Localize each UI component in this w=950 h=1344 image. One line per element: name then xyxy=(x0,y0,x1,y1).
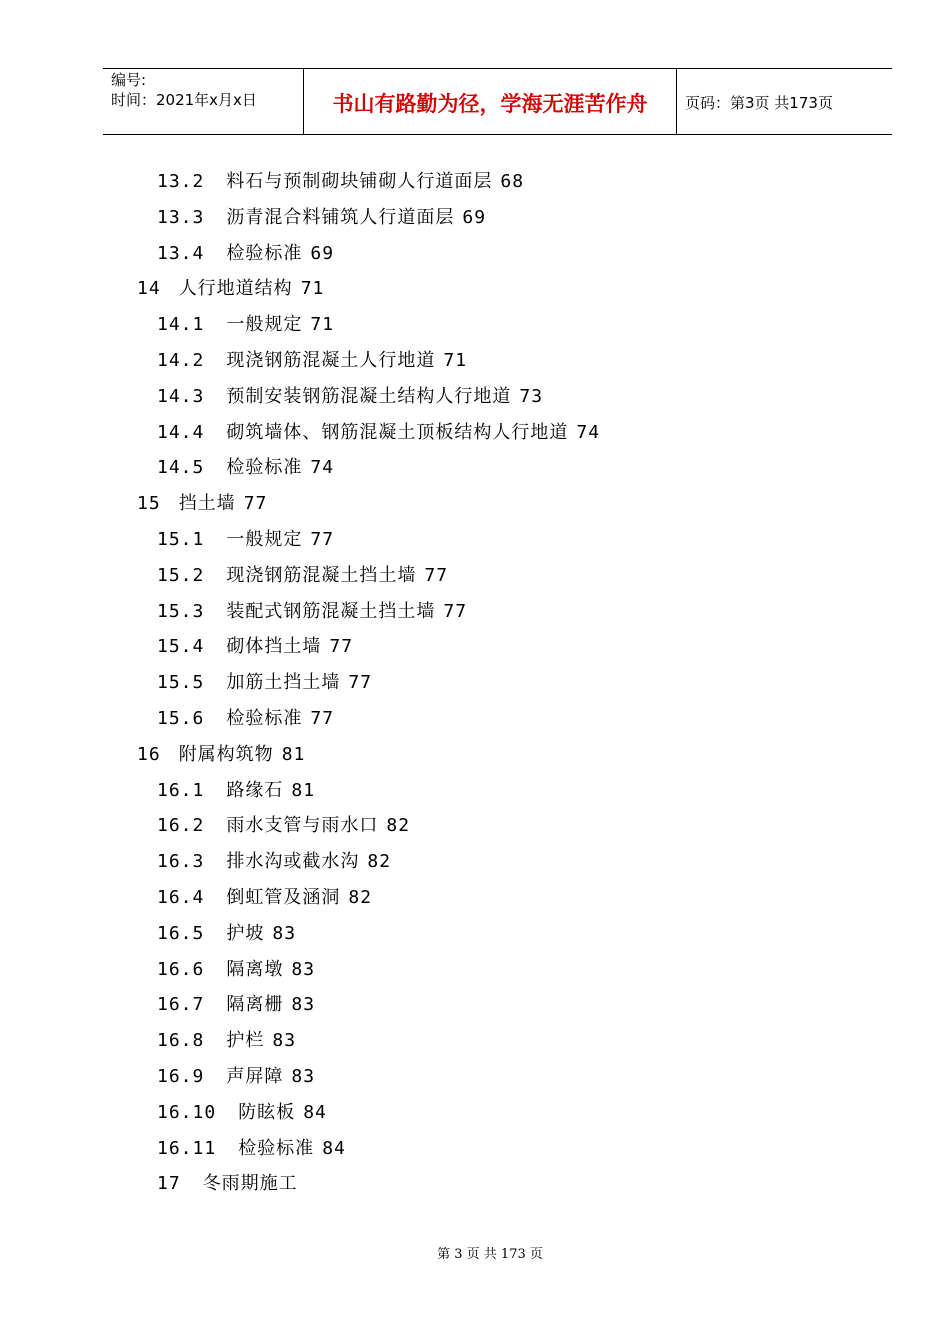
toc-entry-page: 82 xyxy=(348,887,373,908)
toc-entry-title: 装配式钢筋混凝土挡土墙 xyxy=(226,600,436,622)
toc-entry[interactable] xyxy=(157,164,524,200)
header-motto-cell xyxy=(304,69,677,134)
toc-entry-title: 现浇钢筋混凝土挡土墙 xyxy=(226,564,417,586)
toc-entry-title: 检验标准 xyxy=(226,708,303,729)
toc-entry-page: 77 xyxy=(310,708,335,729)
toc-entry-page: 69 xyxy=(462,206,487,228)
toc-entry-title: 现浇钢筋混凝土人行地道 xyxy=(226,350,436,371)
toc-entry-number: 16.11 xyxy=(157,1137,217,1159)
toc-entry-page: 68 xyxy=(500,171,525,192)
toc-entry-number: 17 xyxy=(157,1173,181,1195)
toc-entry[interactable] xyxy=(137,271,324,307)
toc-entry[interactable] xyxy=(157,773,315,809)
toc-entry-number: 14.1 xyxy=(157,314,205,336)
toc-entry[interactable] xyxy=(157,1023,296,1059)
toc-entry-page: 74 xyxy=(576,421,601,443)
toc-entry-page: 71 xyxy=(300,278,325,300)
toc-entry-number: 15.4 xyxy=(157,636,205,658)
toc-entry-title: 护坡 xyxy=(226,922,265,944)
toc-entry-page: 82 xyxy=(386,815,411,837)
toc-entry-number: 15.5 xyxy=(157,672,205,694)
toc-entry-title: 一般规定 xyxy=(226,529,303,550)
toc-entry-title: 冬雨期施工 xyxy=(202,1173,298,1195)
toc-entry-title: 砌体挡土墙 xyxy=(226,636,322,658)
toc-entry-page: 83 xyxy=(291,994,316,1016)
toc-entry-title: 检验标准 xyxy=(226,457,303,479)
toc-entry-number: 13.2 xyxy=(157,171,205,192)
toc-entry-number: 16.10 xyxy=(157,1101,217,1123)
toc-entry[interactable] xyxy=(157,1095,327,1131)
toc-entry[interactable] xyxy=(157,307,334,343)
toc-entry[interactable] xyxy=(157,665,372,701)
toc-entry-page: 71 xyxy=(310,314,335,336)
toc-entry-page: 77 xyxy=(443,600,468,622)
toc-entry-number: 14.2 xyxy=(157,350,205,371)
toc-entry-number: 16.3 xyxy=(157,851,205,873)
toc-entry-title: 护栏 xyxy=(226,1030,265,1052)
toc-entry-page: 81 xyxy=(281,743,306,765)
toc-entry-title: 排水沟或截水沟 xyxy=(226,851,360,873)
toc-entry-title: 防眩板 xyxy=(238,1101,296,1123)
toc-entry-number: 16.9 xyxy=(157,1066,205,1087)
toc-entry-number: 15.2 xyxy=(157,564,205,586)
toc-entry[interactable] xyxy=(157,701,334,737)
page-header xyxy=(103,68,892,135)
toc-entry-title: 加筋土挡土墙 xyxy=(226,672,341,694)
toc-entry[interactable] xyxy=(157,379,543,415)
toc-entry[interactable] xyxy=(157,236,334,272)
header-left-cell xyxy=(103,69,304,134)
toc-entry-number: 15.6 xyxy=(157,708,205,729)
toc-entry-number: 15 xyxy=(137,493,161,515)
toc-entry[interactable] xyxy=(157,987,315,1023)
toc-entry-page: 84 xyxy=(303,1101,327,1123)
code-label: 编号: xyxy=(111,71,147,89)
toc-entry[interactable] xyxy=(157,916,296,952)
toc-entry-page: 83 xyxy=(291,1066,316,1087)
toc-entry[interactable] xyxy=(137,486,267,522)
toc-entry-page: 82 xyxy=(367,851,392,873)
header-right-cell xyxy=(677,69,892,134)
toc-entry-number: 16.5 xyxy=(157,922,205,944)
toc-entry[interactable] xyxy=(157,558,448,594)
page-footer: 第 3 页 共 173 页 xyxy=(437,1247,543,1262)
toc-entry-number: 13.4 xyxy=(157,242,205,264)
toc-entry-page: 69 xyxy=(310,242,335,264)
toc-entry-title: 挡土墙 xyxy=(178,493,236,515)
toc-entry-number: 15.1 xyxy=(157,529,205,550)
toc-entry-title: 检验标准 xyxy=(238,1137,315,1159)
toc-entry[interactable] xyxy=(137,737,305,773)
toc-entry-title: 路缘石 xyxy=(226,779,284,801)
toc-entry-number: 14.3 xyxy=(157,385,205,407)
toc-entry-number: 16 xyxy=(137,743,161,765)
toc-entry-title: 人行地道结构 xyxy=(178,278,293,300)
toc-entry-number: 13.3 xyxy=(157,206,205,228)
page-label: 页码：第3页 共173页 xyxy=(685,94,833,112)
toc-entry-number: 15.3 xyxy=(157,600,205,622)
toc-entry-page: 81 xyxy=(291,779,316,801)
toc-entry-number: 14 xyxy=(137,278,161,300)
toc-entry[interactable] xyxy=(157,629,353,665)
toc-entry[interactable] xyxy=(157,343,467,379)
toc-entry-title: 附属构筑物 xyxy=(178,743,274,765)
toc-entry-page: 74 xyxy=(310,457,335,479)
toc-entry-number: 14.4 xyxy=(157,421,205,443)
toc-entry[interactable] xyxy=(157,200,486,236)
toc-entry[interactable] xyxy=(157,808,410,844)
toc-entry[interactable] xyxy=(157,415,600,451)
toc-entry-number: 14.5 xyxy=(157,457,205,479)
toc-entry-page: 83 xyxy=(291,958,316,980)
toc-entry-page: 77 xyxy=(310,529,335,550)
toc-entry-page: 73 xyxy=(519,385,544,407)
toc-entry-number: 16.6 xyxy=(157,958,205,980)
toc-entry-title: 料石与预制砌块铺砌人行道面层 xyxy=(226,171,493,192)
toc-entry-page: 77 xyxy=(243,493,268,515)
date-label: 时间：2021年x月x日 xyxy=(111,91,257,109)
toc-entry-number: 16.2 xyxy=(157,815,205,837)
toc-entry[interactable] xyxy=(157,1166,306,1202)
toc-entry-page: 83 xyxy=(272,1030,297,1052)
toc-entry-page: 77 xyxy=(424,564,449,586)
toc-entry-number: 16.1 xyxy=(157,779,205,801)
toc-entry-page: 84 xyxy=(322,1137,346,1159)
toc-entry-title: 预制安装钢筋混凝土结构人行地道 xyxy=(226,385,512,407)
toc-entry[interactable] xyxy=(157,594,467,630)
toc-entry-page: 77 xyxy=(348,672,373,694)
toc-entry-title: 声屏障 xyxy=(226,1066,284,1087)
toc-entry-number: 16.8 xyxy=(157,1030,205,1052)
toc-entry[interactable] xyxy=(157,1059,315,1095)
toc-entry[interactable] xyxy=(157,450,334,486)
toc-entry-page: 71 xyxy=(443,350,468,371)
toc-entry-title: 砌筑墙体、钢筋混凝土顶板结构人行地道 xyxy=(226,421,569,443)
toc-entry[interactable] xyxy=(157,522,334,558)
motto: 书山有路勤为径，学海无涯苦作舟 xyxy=(332,92,648,116)
toc-entry[interactable] xyxy=(157,952,315,988)
toc-entry-page: 83 xyxy=(272,922,297,944)
toc-entry-number: 16.4 xyxy=(157,887,205,908)
toc-entry-title: 沥青混合料铺筑人行道面层 xyxy=(226,206,455,228)
toc-entry[interactable] xyxy=(157,844,391,880)
toc-entry[interactable] xyxy=(157,880,372,916)
toc-entry-title: 隔离墩 xyxy=(226,958,284,980)
toc-entry-title: 倒虹管及涵洞 xyxy=(226,887,341,908)
toc-entry-title: 雨水支管与雨水口 xyxy=(226,815,379,837)
toc-entry-title: 检验标准 xyxy=(226,242,303,264)
toc-entry-title: 一般规定 xyxy=(226,314,303,336)
toc-entry-title: 隔离栅 xyxy=(226,994,284,1016)
toc-entry-number: 16.7 xyxy=(157,994,205,1016)
toc-entry[interactable] xyxy=(157,1131,346,1167)
toc-entry-page: 77 xyxy=(329,636,354,658)
